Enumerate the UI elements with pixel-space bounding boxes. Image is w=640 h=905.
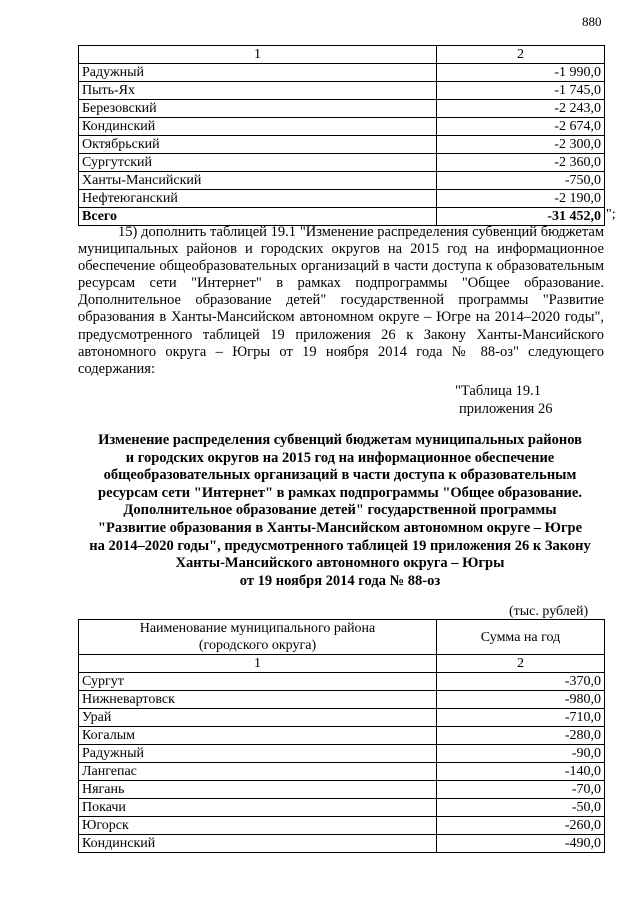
table-row	[79, 817, 605, 835]
row-value: -750,0	[437, 172, 605, 190]
row-name: Радужный	[79, 745, 437, 763]
row-name: Ханты-Мансийский	[79, 172, 437, 190]
title-line: Дополнительное образование детей" государственной программы	[123, 502, 557, 519]
row-name: Сургут	[79, 673, 437, 691]
column-header-municipality	[79, 620, 437, 655]
table-row	[79, 763, 605, 781]
row-value: -490,0	[437, 835, 605, 853]
column-number-2: 2	[437, 655, 605, 673]
row-value: -2 300,0	[437, 136, 605, 154]
title-line: Изменение распределения субвенций бюджетам муниципальных районов	[98, 432, 582, 448]
row-name: Югорск	[79, 817, 437, 835]
table-reference-line-1: "Таблица 19.1	[455, 383, 542, 399]
title-line: на 2014–2020 годы", предусмотренного таблицей 19 приложения 26 к Закону	[89, 537, 591, 554]
column-number-2: 2	[437, 46, 605, 64]
total-label: Всего	[79, 208, 437, 226]
row-value: -2 360,0	[437, 154, 605, 172]
row-value: -90,0	[437, 745, 605, 763]
row-value: -1 745,0	[437, 82, 605, 100]
row-name: Нижневартовск	[79, 691, 437, 709]
title-line: "Развитие образования в Ханты-Мансийском автономном округе – Югре	[97, 519, 583, 536]
total-value: -31 452,0	[437, 208, 605, 226]
table-row	[79, 82, 605, 100]
page-number: 880	[582, 14, 602, 29]
row-name: Покачи	[79, 799, 437, 817]
column-number-1: 1	[79, 46, 437, 64]
column-header-amount: Сумма на год	[437, 620, 605, 655]
table-reference-line-2: приложения 26	[459, 401, 553, 417]
table-row	[79, 100, 605, 118]
row-name: Кондинский	[79, 118, 437, 136]
table-header	[79, 620, 605, 655]
table-continuation	[78, 45, 605, 226]
column-header-line: (городского округа)	[198, 638, 317, 653]
table-row	[79, 172, 605, 190]
units-label: (тыс. рублей)	[509, 604, 589, 619]
row-value: -370,0	[437, 673, 605, 691]
row-value: -280,0	[437, 727, 605, 745]
table-row	[79, 727, 605, 745]
table-row	[79, 673, 605, 691]
row-value: -260,0	[437, 817, 605, 835]
title-line: ресурсам сети "Интернет" в рамках подпрограммы "Общее образование.	[98, 484, 582, 501]
title-line: Ханты-Мансийского автономного округа – Югры	[175, 555, 505, 572]
row-value: -1 990,0	[437, 64, 605, 82]
row-name: Радужный	[79, 64, 437, 82]
amendment-paragraph: 15) дополнить таблицей 19.1 "Изменение распределения субвенций бюджетам муниципальных районов и городских округов на 2015 год на информационное обеспечение общеобразовательных организаций в части доступа к образовательным ресурсам сети "Интернет" в рамках подпрограммы "Общее образование. Дополнительное образование детей" государственной программы "Развитие образования в Ханты-Мансийском автономном округе – Югре на 2014–2020 годы", предусмотренного таблицей 19 приложения 26 к Закону Ханты-Мансийского автономного округа – Югры от 19 ноября 2014 года № 88-оз" следующего содержания:	[78, 224, 604, 377]
title-line: от 19 ноября 2014 года № 88-оз	[239, 572, 441, 589]
total-row	[79, 208, 605, 226]
table-row	[79, 691, 605, 709]
table-header-numbers	[79, 655, 605, 673]
table-row	[79, 799, 605, 817]
table-row	[79, 190, 605, 208]
row-value: -70,0	[437, 781, 605, 799]
table-row	[79, 154, 605, 172]
row-name: Когалым	[79, 727, 437, 745]
row-name: Кондинский	[79, 835, 437, 853]
row-value: -980,0	[437, 691, 605, 709]
row-name: Нягань	[79, 781, 437, 799]
subvention-table	[78, 619, 605, 853]
table-row	[79, 781, 605, 799]
title-line: общеобразовательных организаций в части доступа к образовательным	[103, 467, 577, 484]
column-number-1: 1	[79, 655, 437, 673]
table-header-numbers	[79, 46, 605, 64]
row-name: Пыть-Ях	[79, 82, 437, 100]
row-name: Лангепас	[79, 763, 437, 781]
row-name: Урай	[79, 709, 437, 727]
row-value: -710,0	[437, 709, 605, 727]
table-reference	[455, 382, 604, 418]
row-value: -140,0	[437, 763, 605, 781]
table-title	[60, 432, 620, 590]
table-row	[79, 745, 605, 763]
closing-quote: ";	[606, 207, 616, 222]
row-name: Березовский	[79, 100, 437, 118]
row-name: Сургутский	[79, 154, 437, 172]
table-row	[79, 136, 605, 154]
row-name: Нефтеюганский	[79, 190, 437, 208]
table-row	[79, 709, 605, 727]
column-header-line: Наименование муниципального района	[139, 621, 376, 636]
row-value: -50,0	[437, 799, 605, 817]
row-value: -2 674,0	[437, 118, 605, 136]
row-value: -2 243,0	[437, 100, 605, 118]
table-row	[79, 118, 605, 136]
row-value: -2 190,0	[437, 190, 605, 208]
title-line: и городских округов на 2015 год на информационное обеспечение	[125, 449, 555, 466]
table-row	[79, 64, 605, 82]
row-name: Октябрьский	[79, 136, 437, 154]
table-row	[79, 835, 605, 853]
